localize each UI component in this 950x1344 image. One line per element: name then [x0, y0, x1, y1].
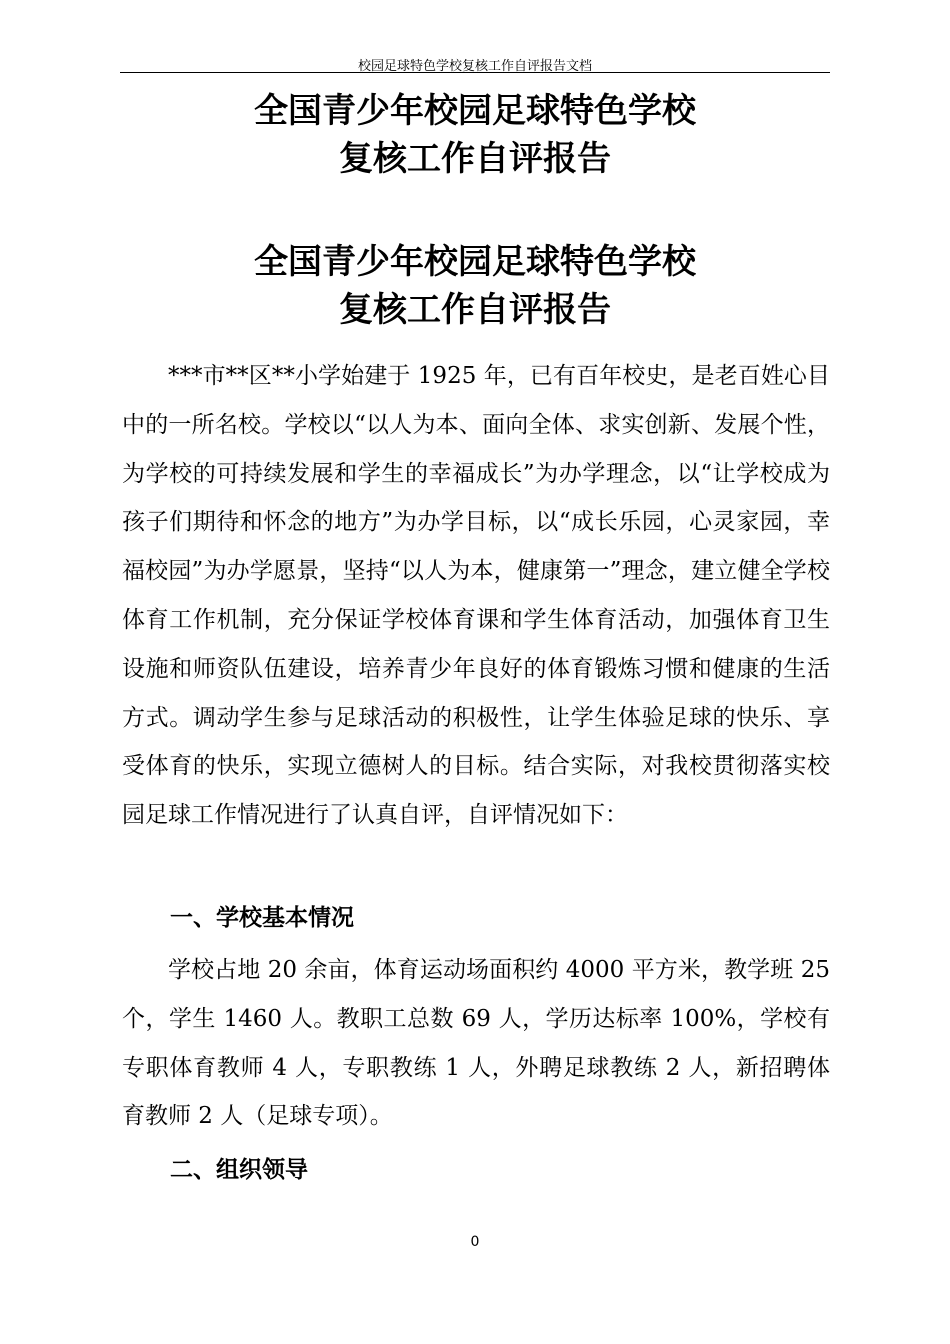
title-line-1: 全国青少年校园足球特色学校	[254, 91, 696, 131]
document-title-repeat	[120, 238, 830, 334]
section-paragraph-basic-info: 学校占地 20 余亩，体育运动场面积约 4000 平方米，教学班 25 个，学生 1460 人。教职工总数 69 人，学历达标率 100%，学校有专职体育教师 4 人，专职教练 1 人，外聘足球教练 2 人，新招聘体育教师 2 人（足球专项）。	[122, 957, 830, 1130]
title-line-2: 复核工作自评报告	[339, 139, 611, 179]
section-heading-basic-info: 一、学校基本情况	[170, 905, 354, 931]
header-divider	[120, 72, 830, 73]
title-repeat-line-2: 复核工作自评报告	[339, 290, 611, 330]
page-number: 0	[470, 1234, 480, 1250]
section-heading-organization: 二、组织领导	[170, 1157, 308, 1183]
intro-paragraph: ***市**区**小学始建于 1925 年，已有百年校史，是老百姓心目中的一所名校。学校以“以人为本、面向全体、求实创新、发展个性，为学校的可持续发展和学生的幸福成长”为办学理念，以“让学校成为孩子们期待和怀念的地方”为办学目标，以“成长乐园，心灵家园，幸福校园”为办学愿景，坚持“以人为本，健康第一”理念，建立健全学校体育工作机制，充分保证学校体育课和学生体育活动，加强体育卫生设施和师资队伍建设，培养青少年良好的体育锻炼习惯和健康的生活方式。调动学生参与足球活动的积极性，让学生体验足球的快乐、享受体育的快乐，实现立德树人的目标。结合实际，对我校贯彻落实校园足球工作情况进行了认真自评，自评情况如下：	[122, 363, 830, 829]
document-title	[120, 87, 830, 183]
title-repeat-line-1: 全国青少年校园足球特色学校	[254, 242, 696, 282]
running-header: 校园足球特色学校复核工作自评报告文档	[357, 59, 592, 74]
